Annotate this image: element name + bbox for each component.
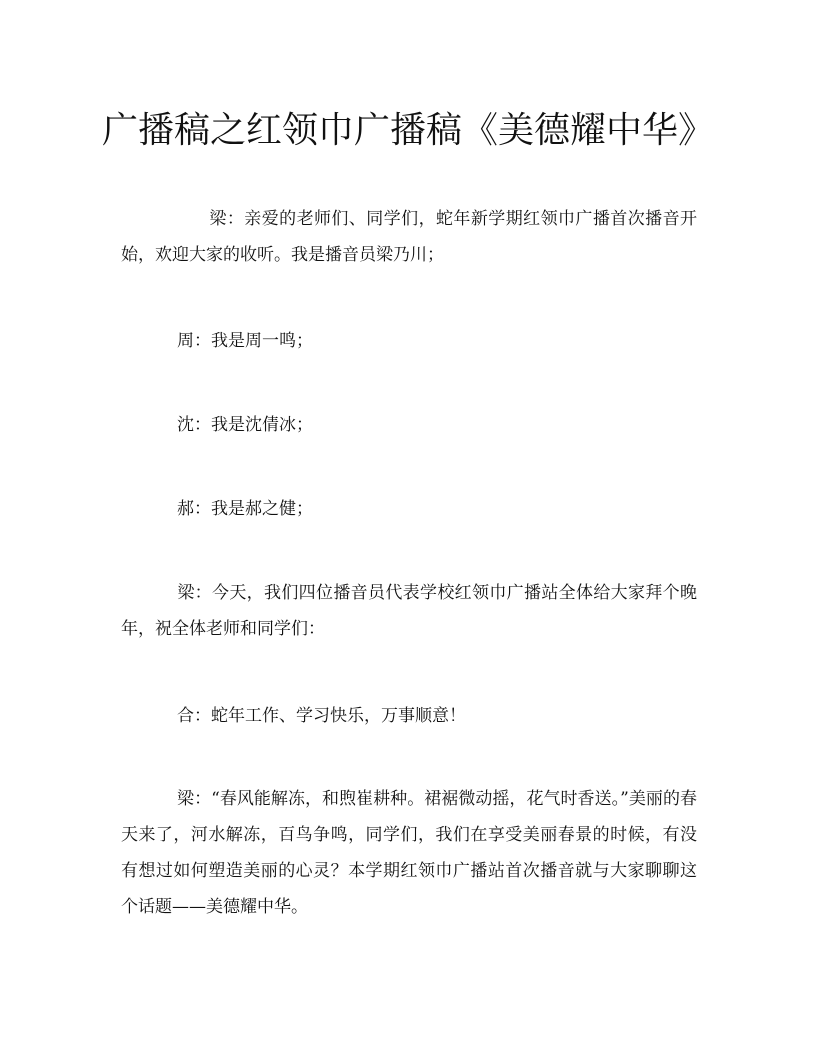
paragraph-text: 郝：我是郝之健； (177, 499, 313, 519)
paragraph-liang-intro (121, 201, 697, 273)
paragraph-shen (121, 407, 697, 443)
paragraph-liang-spring (121, 781, 697, 925)
paragraph-liang-greeting (121, 575, 697, 647)
paragraph-text: 梁：今天，我们四位播音员代表学校红领巾广播站全体给大家拜个晚年，祝全体老师和同学们： (121, 583, 697, 639)
paragraph-text: 梁：“春风能解冻，和煦崔耕种。裙裾微动摇，花气时香送。”美丽的春天来了，河水解冻，百鸟争鸣，同学们，我们在享受美丽春景的时候，有没有想过如何塑造美丽的心灵？本学期红领巾广播站首次播音就与大家聊聊这个话题——美德耀中华。 (121, 789, 697, 917)
paragraph-zhou (121, 323, 697, 359)
paragraph-hao (121, 491, 697, 527)
paragraph-text: 合：蛇年工作、学习快乐，万事顺意！ (177, 706, 466, 726)
document-title: 广播稿之红领巾广播稿《美德耀中华》 (101, 110, 714, 151)
paragraph-together (121, 698, 697, 734)
paragraph-text: 沈：我是沈倩冰； (177, 415, 313, 435)
paragraph-text: 周：我是周一鸣； (177, 331, 313, 351)
paragraph-text: 梁：亲爱的老师们、同学们，蛇年新学期红领巾广播首次播音开始，欢迎大家的收听。我是播音员梁乃川； (121, 209, 697, 265)
